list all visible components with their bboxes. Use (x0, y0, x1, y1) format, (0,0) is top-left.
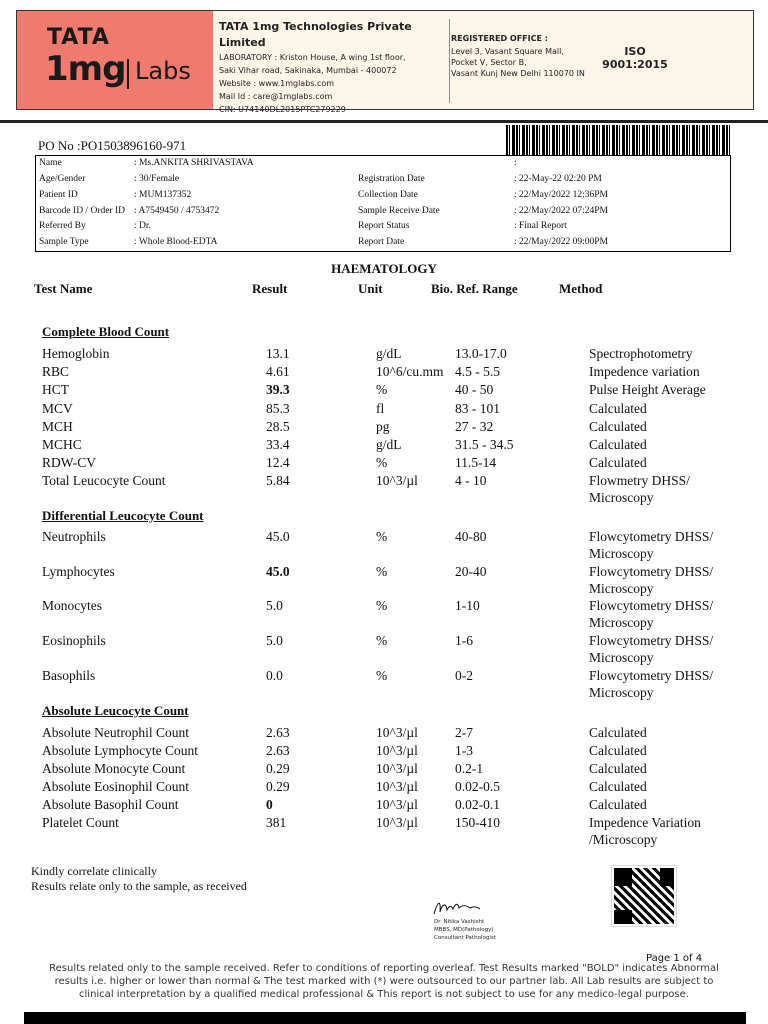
test-name: Total Leucocyte Count (42, 473, 166, 488)
test-name: MCV (42, 401, 73, 416)
report-disclaimer: Results related only to the sample received. Refer to conditions of reporting overleaf. Test Results marked "BOLD" indicates Abnormal results i.e. higher or lower than normal & The test marked with (*) were outsourced to our partner lab. All Lab results are subject to clinical interpretation by a qualified medical professional & This report is not subject to use for any medico-legal purpose. (49, 963, 719, 1000)
patient-row (36, 174, 730, 190)
test-ref-range: 11.5-14 (455, 455, 497, 470)
test-ref-range: 1-10 (455, 598, 480, 613)
test-method: Flowcytometry DHSS/ Microscopy (589, 529, 714, 561)
test-method: Flowcytometry DHSS/ Microscopy (589, 668, 714, 700)
reg-line-2: Pocket V, Sector B, (451, 58, 527, 67)
test-result: 85.3 (266, 401, 290, 416)
test-ref-range: 83 - 101 (455, 401, 500, 416)
test-ref-range: 0-2 (455, 668, 473, 683)
header-rule (0, 120, 768, 123)
column-header-unit: Unit (358, 281, 383, 296)
test-name: MCH (42, 419, 73, 434)
patient-row (36, 206, 730, 222)
qr-code-image (612, 866, 676, 926)
test-unit: % (376, 668, 388, 683)
cin-text: CIN: U74140DL2015PTC279229 (219, 105, 346, 114)
test-ref-range: 40 - 50 (455, 382, 494, 397)
info-label: Sample Type (39, 237, 89, 247)
reg-line-1: Level 3, Vasant Square Mall, (451, 47, 564, 56)
test-name: MCHC (42, 437, 82, 452)
column-header-method: Method (559, 281, 603, 296)
test-name: Platelet Count (42, 815, 119, 830)
po-number: PO No :PO1503896160-971 (38, 138, 187, 153)
test-name: Basophils (42, 668, 96, 683)
column-header-ref-range: Bio. Ref. Range (431, 281, 518, 296)
signature-block (434, 918, 496, 942)
test-result: 28.5 (266, 419, 290, 434)
test-unit: fl (376, 401, 385, 416)
info-label: Age/Gender (39, 174, 86, 184)
test-method: Impedence Variation /Microscopy (589, 815, 701, 847)
test-unit: % (376, 529, 388, 544)
info-value: : Dr. (134, 221, 151, 231)
test-name: Monocytes (42, 598, 102, 613)
logo-labs-text: Labs (135, 57, 191, 85)
info-label: Collection Date (358, 190, 418, 200)
note-line: Kindly correlate clinically (31, 864, 157, 878)
test-method: Flowcytometry DHSS/ Microscopy (589, 564, 714, 596)
test-ref-range: 1-3 (455, 743, 473, 758)
info-value: : MUM137352 (134, 190, 192, 200)
test-unit: % (376, 455, 388, 470)
info-value: : 22/May/2022 12:36PM (514, 190, 608, 200)
header-divider (449, 19, 450, 103)
test-method: Impedence variation (589, 364, 700, 379)
info-value: : Final Report (514, 221, 567, 231)
test-result: 33.4 (266, 437, 290, 452)
test-name: RDW-CV (42, 455, 96, 470)
logo-1mg-text: 1mg (45, 49, 126, 89)
test-ref-range: 20-40 (455, 564, 487, 579)
test-unit: 10^3/µl (376, 815, 418, 830)
test-unit: % (376, 633, 388, 648)
info-value: : 22/May/2022 07:24PM (514, 206, 608, 216)
test-result: 4.61 (266, 364, 290, 379)
page-number: Page 1 of 4 (646, 953, 703, 964)
pathologist-degree: MBBS, MD(Pathology) (434, 927, 494, 933)
info-value: : 30/Female (134, 174, 180, 184)
test-result-abnormal: 45.0 (266, 564, 290, 579)
test-result: 2.63 (266, 743, 290, 758)
info-value: : Whole Blood-EDTA (134, 237, 218, 247)
info-label: Report Status (358, 221, 410, 231)
group-title-cbc: Complete Blood Count (42, 324, 170, 339)
registered-office-title: REGISTERED OFFICE : (451, 34, 548, 43)
test-method: Calculated (589, 779, 647, 794)
test-result: 45.0 (266, 529, 290, 544)
test-name: RBC (42, 364, 70, 379)
test-method: Calculated (589, 725, 647, 740)
test-result: 13.1 (266, 346, 290, 361)
info-label: Report Date (358, 237, 405, 247)
info-value: : A7549450 / 4753472 (134, 206, 220, 216)
test-method: Calculated (589, 761, 647, 776)
test-result: 0.0 (266, 668, 283, 683)
pathologist-signature (432, 896, 482, 918)
test-ref-range: 150-410 (455, 815, 500, 830)
test-method: Calculated (589, 743, 647, 758)
pathologist-title: Consultant Pathologist (434, 935, 496, 941)
test-method: Calculated (589, 437, 647, 452)
test-unit: pg (376, 419, 390, 434)
reg-line-3: Vasant Kunj New Delhi 110070 IN (451, 69, 585, 78)
patient-row (36, 221, 730, 237)
test-ref-range: 27 - 32 (455, 419, 494, 434)
test-method: Flowcytometry DHSS/ Microscopy (589, 598, 714, 630)
test-ref-range: 0.02-0.1 (455, 797, 500, 812)
info-value: : (514, 158, 517, 168)
test-name: HCT (42, 382, 69, 397)
info-value: : 22/May/2022 09:00PM (514, 237, 608, 247)
test-unit: 10^3/µl (376, 743, 418, 758)
test-name: Absolute Lymphocyte Count (42, 743, 198, 758)
test-method: Flowmetry DHSS/ Microscopy (589, 473, 690, 505)
website-text: Website : www.1mglabs.com (219, 79, 335, 88)
note-line: Results relate only to the sample, as received (31, 879, 247, 893)
test-method: Calculated (589, 455, 647, 470)
test-name: Absolute Neutrophil Count (42, 725, 189, 740)
test-ref-range: 31.5 - 34.5 (455, 437, 514, 452)
info-label: Registration Date (358, 174, 425, 184)
column-header-result: Result (252, 281, 288, 296)
test-unit: % (376, 382, 388, 397)
lab-address-line-1: LABORATORY : Kriston House, A wing 1st floor, (219, 53, 406, 62)
test-result: 12.4 (266, 455, 290, 470)
test-ref-range: 4 - 10 (455, 473, 487, 488)
test-ref-range: 2-7 (455, 725, 473, 740)
group-title-alc: Absolute Leucocyte Count (42, 703, 189, 718)
info-label: Patient ID (39, 190, 78, 200)
info-label: Name (39, 158, 62, 168)
info-value: : Ms.ANKITA SHRIVASTAVA (134, 158, 254, 168)
test-result: 5.84 (266, 473, 290, 488)
test-ref-range: 0.02-0.5 (455, 779, 500, 794)
logo-tata-text: TATA (47, 25, 110, 50)
patient-row (36, 190, 730, 206)
section-title: HAEMATOLOGY (331, 261, 437, 276)
test-method: Calculated (589, 419, 647, 434)
test-unit: g/dL (376, 346, 402, 361)
report-notes (31, 864, 247, 894)
test-method: Spectrophotometry (589, 346, 693, 361)
info-label: Barcode ID / Order ID (39, 206, 125, 216)
test-unit: 10^3/µl (376, 779, 418, 794)
test-method: Flowcytometry DHSS/ Microscopy (589, 633, 714, 665)
test-method: Pulse Height Average (589, 382, 706, 397)
test-result: 2.63 (266, 725, 290, 740)
test-name: Absolute Monocyte Count (42, 761, 186, 776)
test-unit: 10^3/µl (376, 761, 418, 776)
patient-row (36, 237, 730, 253)
iso-label: ISO (624, 45, 646, 58)
barcode-image (506, 125, 730, 155)
test-name: Absolute Eosinophil Count (42, 779, 190, 794)
test-result: 381 (266, 815, 287, 830)
logo-separator (127, 59, 129, 89)
test-ref-range: 4.5 - 5.5 (455, 364, 500, 379)
iso-number: 9001:2015 (602, 58, 668, 71)
brand-logo (17, 11, 213, 109)
test-name: Neutrophils (42, 529, 106, 544)
test-unit: % (376, 598, 388, 613)
test-result: 5.0 (266, 633, 283, 648)
column-header-test-name: Test Name (34, 281, 93, 296)
test-name: Hemoglobin (42, 346, 110, 361)
test-method: Calculated (589, 401, 647, 416)
test-result-abnormal: 0 (266, 797, 273, 812)
test-unit: % (376, 564, 388, 579)
test-result: 0.29 (266, 779, 290, 794)
pathologist-name: Dr. Nitika Vashisht (434, 919, 485, 925)
test-method: Calculated (589, 797, 647, 812)
test-ref-range: 13.0-17.0 (455, 346, 507, 361)
test-name: Absolute Basophil Count (42, 797, 179, 812)
test-unit: 10^6/cu.mm (376, 364, 444, 379)
test-name: Eosinophils (42, 633, 106, 648)
mail-text: Mail Id : care@1mglabs.com (219, 92, 333, 101)
test-unit: 10^3/µl (376, 473, 418, 488)
test-unit: 10^3/µl (376, 725, 418, 740)
test-name: Lymphocytes (42, 564, 115, 579)
test-result: 0.29 (266, 761, 290, 776)
info-label: Sample Receive Date (358, 206, 440, 216)
test-ref-range: 1-6 (455, 633, 473, 648)
test-ref-range: 0.2-1 (455, 761, 484, 776)
patient-info-box (35, 155, 731, 252)
info-value: : 22-May-22 02:20 PM (514, 174, 602, 184)
company-name: TATA 1mg Technologies Private Limited (219, 20, 412, 49)
lab-address-line-2: Saki Vihar road, Sakinaka, Mumbai - 400072 (219, 66, 397, 75)
footer-bar (24, 1012, 746, 1024)
test-result: 5.0 (266, 598, 283, 613)
test-result-abnormal: 39.3 (266, 382, 290, 397)
patient-row (36, 158, 730, 174)
report-header (16, 10, 754, 114)
iso-badge (595, 45, 675, 71)
group-title-dlc: Differential Leucocyte Count (42, 508, 204, 523)
test-ref-range: 40-80 (455, 529, 487, 544)
registered-office (451, 33, 611, 79)
test-unit: 10^3/µl (376, 797, 418, 812)
company-details (219, 19, 447, 116)
info-label: Referred By (39, 221, 86, 231)
test-unit: g/dL (376, 437, 402, 452)
